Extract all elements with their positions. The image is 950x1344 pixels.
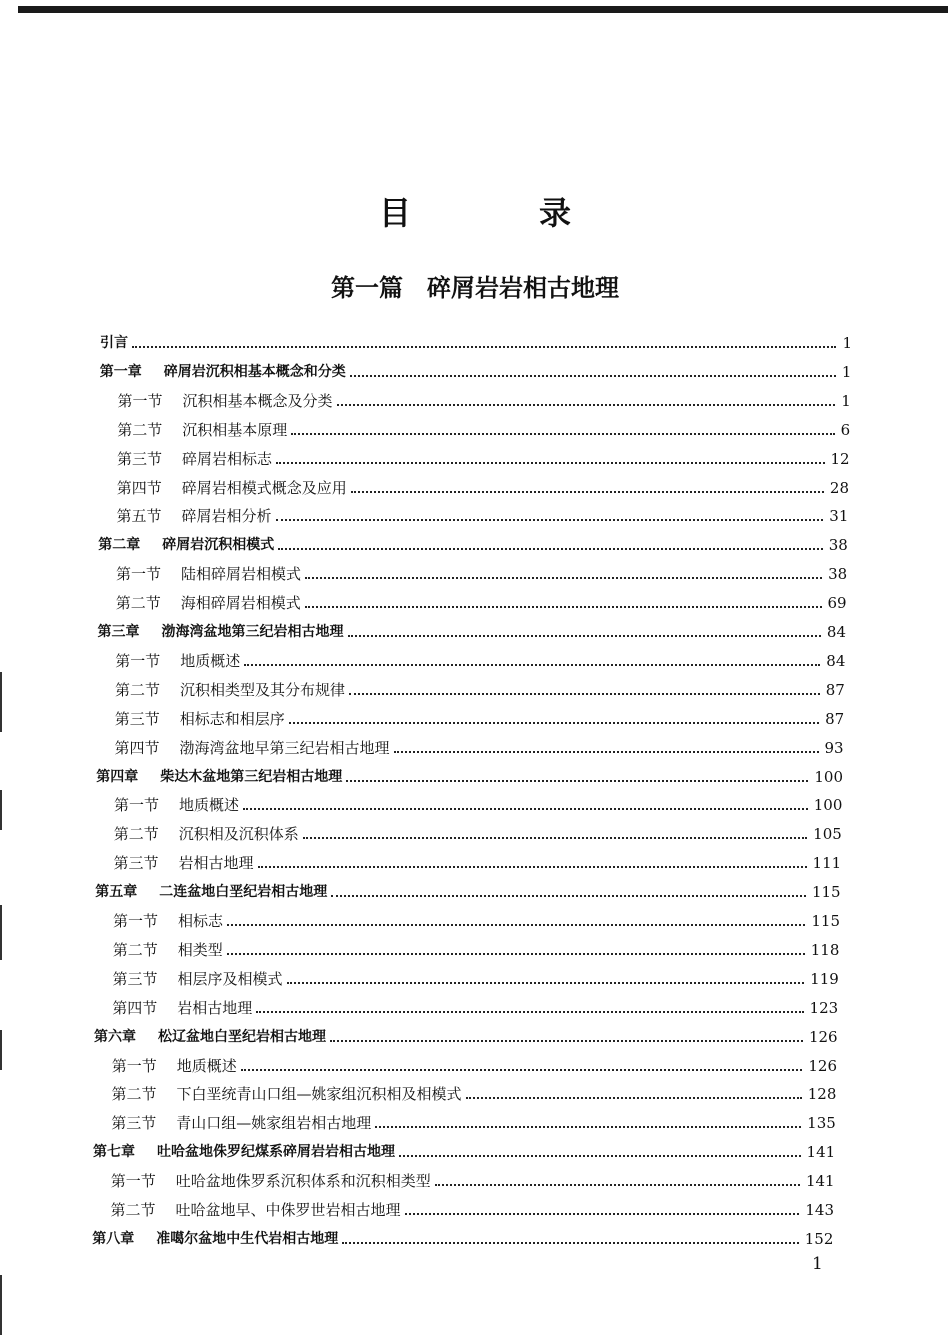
toc-section-entry: [113, 966, 839, 988]
toc-entry-title: 渤海湾盆地早第三纪岩相古地理: [179, 738, 390, 757]
toc-entry-label: [92, 1230, 338, 1248]
section-number: 第四节: [114, 738, 160, 757]
toc-entry-label: [115, 710, 285, 728]
toc-section-entry: [117, 475, 849, 497]
section-number: 第一节: [115, 651, 161, 670]
toc-entry-title: 相标志和相层序: [179, 709, 285, 728]
dot-leader: [227, 953, 805, 955]
toc-section-entry: [111, 1197, 835, 1219]
toc-intro-entry: [100, 330, 852, 352]
section-number: 第三节: [114, 709, 160, 728]
dot-leader: [303, 837, 807, 839]
toc-section-entry: [118, 388, 851, 410]
toc-entry-title: 地质概述: [176, 1056, 237, 1075]
scan-edge-mark: [0, 1275, 2, 1335]
toc-entry-label: [98, 623, 344, 641]
dot-leader: [132, 346, 836, 348]
dot-leader: [399, 1155, 801, 1157]
toc-page-number: 84: [826, 651, 846, 670]
toc-page-number: 69: [827, 594, 847, 613]
toc-section-entry: [112, 1053, 837, 1075]
toc-entry-title: 准噶尔盆地中生代岩相古地理: [156, 1230, 339, 1247]
toc-page-number: 118: [810, 940, 840, 959]
toc-entry-label: [112, 999, 252, 1017]
scan-edge-mark: [0, 790, 2, 830]
toc-chapter-entry: [98, 532, 848, 554]
part-title: 第一篇 碎屑岩岩相古地理: [331, 274, 619, 302]
dot-leader: [305, 606, 822, 608]
dot-leader: [256, 1011, 803, 1013]
toc-page-number: 105: [813, 825, 842, 844]
toc-page-number: 152: [804, 1229, 834, 1248]
dot-leader: [241, 1069, 803, 1071]
toc-entry-title: 沉积相基本原理: [182, 420, 288, 439]
toc-section-entry: [115, 648, 845, 670]
toc-entry-title: 柴达木盆地第三纪岩相古地理: [160, 768, 343, 785]
toc-chapter-entry: [92, 1226, 833, 1248]
section-number: 第一节: [111, 1056, 157, 1075]
toc-page-number: 111: [812, 854, 842, 873]
toc-section-entry: [116, 590, 847, 612]
toc-section-entry: [117, 503, 849, 525]
toc-section-entry: [111, 1168, 835, 1190]
toc-page-number: 100: [814, 767, 843, 786]
chapter-number: 第八章: [92, 1230, 135, 1247]
toc-chapter-entry: [96, 764, 843, 786]
section-number: 第五节: [116, 507, 162, 526]
toc-entry-title: 陆相碎屑岩相模式: [181, 565, 302, 584]
toc-entry-label: [114, 825, 299, 843]
toc-page-number: 100: [813, 796, 843, 815]
toc-entry-title: 二连盆地白垩纪岩相古地理: [159, 884, 328, 901]
dot-leader: [435, 1184, 800, 1186]
toc-section-entry: [116, 561, 847, 583]
toc-section-entry: [115, 735, 844, 757]
section-number: 第三节: [112, 969, 158, 988]
toc-section-entry: [114, 850, 842, 872]
dot-leader: [331, 895, 806, 897]
toc-page-number: 93: [824, 738, 844, 757]
toc-entry-label: [117, 421, 287, 439]
toc-page-number: 31: [829, 507, 849, 526]
section-number: 第二节: [112, 940, 158, 959]
toc-entry-label: [94, 1028, 326, 1046]
toc-entry-label: [100, 334, 128, 352]
toc-entry-title: 青山口组—姚家组岩相古地理: [176, 1114, 372, 1133]
toc-entry-label: [118, 392, 333, 410]
toc-entry-label: [114, 854, 254, 872]
toc-chapter-entry: [94, 1024, 838, 1046]
section-number: 第一节: [114, 796, 160, 815]
toc-entry-title: 沉积相基本概念及分类: [182, 391, 333, 410]
scan-edge-mark: [0, 672, 2, 732]
toc-section-entry: [112, 1081, 837, 1103]
toc-page-number: 141: [806, 1143, 836, 1162]
toc-page-number: 38: [828, 536, 848, 555]
section-number: 第二节: [117, 420, 163, 439]
toc-page-number: 143: [805, 1201, 834, 1219]
toc-entry-title: 引言: [100, 335, 128, 351]
toc-entry-title: 相层序及相模式: [177, 969, 283, 988]
toc-section-entry: [115, 677, 845, 699]
toc-entry-label: [115, 681, 345, 699]
dot-leader: [276, 519, 824, 521]
toc-entry-title: 地质概述: [179, 796, 240, 815]
toc-page-number: 123: [809, 998, 839, 1017]
chapter-number: 第四章: [96, 768, 139, 785]
toc-section-entry: [111, 1110, 836, 1132]
toc-entry-label: [111, 1172, 431, 1190]
section-number: 第二节: [115, 680, 161, 699]
toc-section-entry: [117, 446, 850, 468]
toc-page-number: 119: [810, 969, 839, 988]
toc-entry-title: 碎屑岩相模式概念及应用: [181, 478, 347, 497]
dot-leader: [405, 1213, 800, 1215]
dot-leader: [278, 548, 822, 550]
toc-page-number: 87: [825, 680, 845, 699]
toc-entry-label: [113, 912, 223, 930]
dot-leader: [342, 1242, 799, 1244]
dot-leader: [258, 866, 807, 868]
toc-entry-title: 岩相古地理: [177, 998, 253, 1017]
dot-leader: [346, 780, 808, 782]
dot-leader: [351, 491, 824, 493]
dot-leader: [291, 433, 834, 435]
toc-entry-title: 下白垩统青山口组—姚家组沉积相及相模式: [176, 1085, 462, 1104]
dot-leader: [305, 577, 822, 579]
dot-leader: [287, 982, 805, 984]
dot-leader: [227, 924, 805, 926]
toc-entry-label: [115, 739, 390, 757]
toc-section-entry: [117, 417, 850, 439]
dot-leader: [348, 635, 821, 637]
section-number: 第二节: [115, 594, 161, 613]
section-number: 第二节: [110, 1201, 156, 1219]
toc-chapter-entry: [95, 879, 840, 901]
section-number: 第一节: [116, 565, 162, 584]
section-number: 第一节: [113, 912, 159, 930]
toc-page-number: 126: [808, 1056, 837, 1075]
toc-entry-title: 沉积相及沉积体系: [178, 825, 299, 844]
toc-page-number: 115: [811, 883, 841, 902]
scan-edge-mark: [0, 1030, 2, 1070]
toc-page-number: 12: [830, 449, 850, 468]
section-number: 第二节: [111, 1085, 157, 1104]
toc-entry-title: 松辽盆地白垩纪岩相古地理: [158, 1028, 326, 1045]
dot-leader: [289, 722, 819, 724]
section-number: 第三节: [113, 854, 159, 873]
toc-entry-label: [112, 1057, 237, 1075]
toc-chapter-entry: [100, 359, 852, 381]
toc-section-entry: [113, 937, 840, 959]
section-number: 第二节: [113, 825, 159, 844]
toc-entry-label: [117, 479, 347, 497]
chapter-number: 第五章: [95, 884, 138, 901]
chapter-number: 第六章: [94, 1028, 136, 1045]
dot-leader: [394, 751, 819, 753]
section-number: 第一节: [117, 391, 163, 410]
toc-page-number: 28: [829, 478, 849, 497]
page-title: 目 录: [378, 194, 619, 232]
toc-page-number: 1: [841, 391, 851, 410]
toc-page-number: 87: [825, 709, 845, 728]
toc-entry-label: [116, 565, 301, 583]
chapter-number: 第二章: [98, 537, 141, 554]
toc-page-number: 128: [807, 1085, 837, 1104]
toc-entry-label: [98, 536, 274, 554]
dot-leader: [337, 404, 836, 406]
toc-entry-label: [117, 507, 272, 525]
toc-page-number: 84: [826, 623, 846, 641]
toc-entry-label: [111, 1114, 371, 1132]
toc-entry-label: [112, 1085, 462, 1103]
dot-leader: [350, 375, 836, 377]
toc-entry-title: 相类型: [177, 940, 223, 959]
dot-leader: [375, 1126, 801, 1128]
chapter-number: 第七章: [93, 1144, 135, 1161]
toc-entry-label: [95, 883, 327, 901]
toc-entry-label: [100, 363, 346, 381]
dot-leader: [243, 808, 808, 810]
toc-entry-label: [117, 450, 272, 468]
toc-entry-title: 吐哈盆地侏罗纪煤系碎屑岩岩相古地理: [157, 1144, 395, 1161]
dot-leader: [466, 1097, 802, 1099]
section-number: 第四节: [112, 998, 158, 1017]
chapter-number: 第三章: [97, 624, 140, 640]
toc-section-entry: [113, 908, 840, 930]
toc-section-entry: [114, 792, 842, 814]
section-number: 第一节: [110, 1172, 156, 1191]
toc-section-entry: [114, 821, 842, 843]
toc-section-entry: [115, 706, 844, 728]
page-number: 1: [812, 1254, 823, 1274]
toc-page-number: 126: [808, 1027, 838, 1046]
toc-entry-label: [93, 1143, 395, 1161]
toc-entry-title: 渤海湾盆地第三纪岩相古地理: [161, 624, 344, 640]
dot-leader: [244, 664, 820, 666]
dot-leader: [330, 1040, 803, 1042]
toc-page-number: 1: [842, 334, 852, 352]
toc-entry-title: 海相碎屑岩相模式: [180, 594, 301, 613]
section-number: 第三节: [117, 449, 163, 468]
dot-leader: [276, 462, 824, 464]
scan-edge-mark: [0, 905, 2, 960]
toc-entry-title: 碎屑岩沉积相基本概念和分类: [163, 363, 346, 380]
toc-entry-title: 吐哈盆地侏罗系沉积体系和沉积相类型: [175, 1172, 431, 1191]
toc-section-entry: [112, 995, 838, 1017]
toc-entry-title: 地质概述: [180, 651, 241, 670]
toc-page-number: 115: [811, 912, 840, 930]
section-number: 第四节: [116, 478, 162, 497]
toc-page-number: 1: [841, 362, 852, 381]
toc-chapter-entry: [93, 1139, 835, 1161]
toc-entry-title: 碎屑岩相标志: [182, 449, 273, 468]
section-number: 第三节: [111, 1114, 157, 1133]
toc-chapter-entry: [98, 619, 847, 641]
toc-page-number: 141: [805, 1172, 835, 1191]
toc-page-number: 6: [840, 420, 851, 439]
toc-entry-label: [96, 768, 342, 786]
toc-entry-title: 吐哈盆地早、中侏罗世岩相古地理: [175, 1201, 401, 1219]
toc-entry-title: 相标志: [178, 912, 224, 930]
toc-entry-title: 岩相古地理: [178, 854, 254, 873]
top-border-rule: [18, 6, 948, 13]
chapter-number: 第一章: [99, 363, 142, 380]
toc-entry-label: [113, 970, 283, 988]
toc-entry-label: [116, 594, 301, 612]
table-of-contents: [0, 320, 950, 1260]
toc-entry-title: 碎屑岩沉积相模式: [162, 537, 275, 554]
dot-leader: [349, 693, 820, 695]
toc-entry-title: 沉积相类型及其分布规律: [180, 680, 346, 699]
toc-entry-label: [115, 652, 240, 670]
toc-page-number: 135: [807, 1114, 836, 1133]
toc-entry-label: [111, 1201, 401, 1219]
toc-page-number: 38: [828, 565, 848, 584]
toc-entry-title: 碎屑岩相分析: [181, 507, 272, 526]
toc-entry-label: [113, 941, 223, 959]
toc-entry-label: [114, 796, 239, 814]
